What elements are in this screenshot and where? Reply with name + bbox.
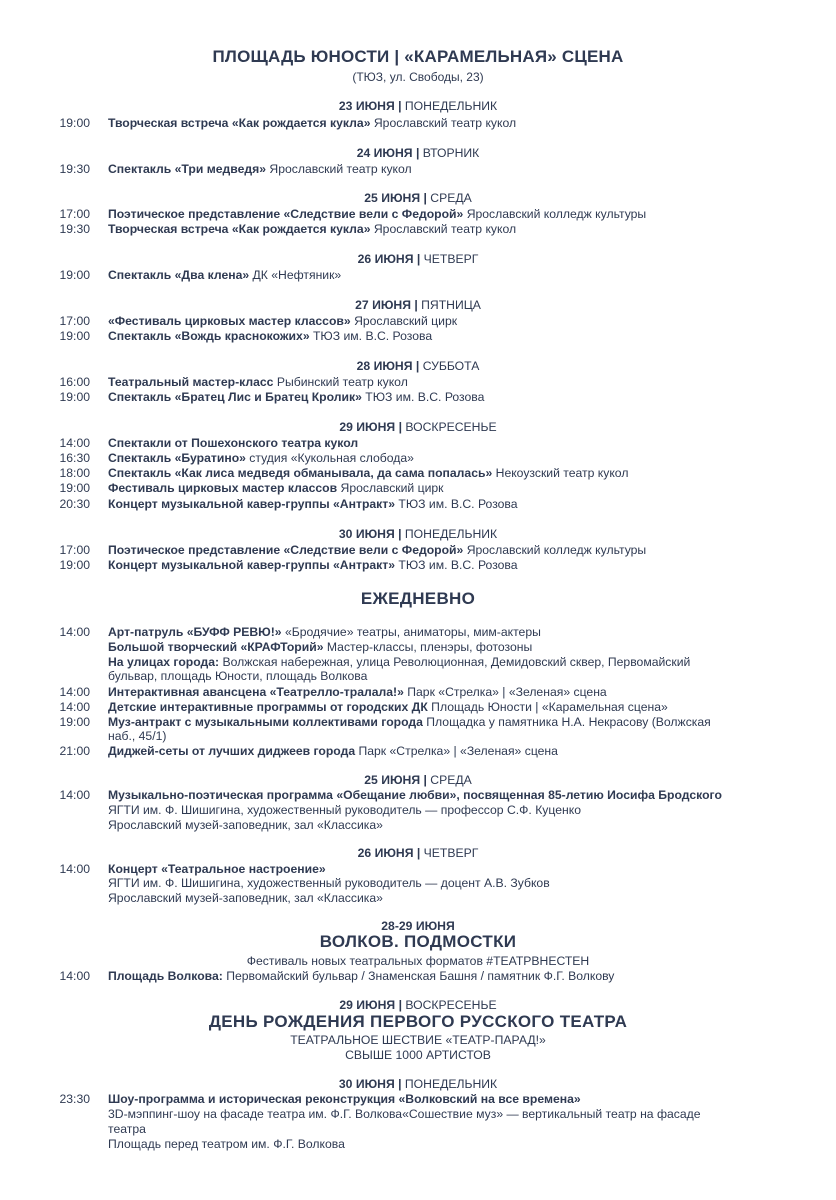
event-title: Творческая встреча «Как рождается кукла» (108, 116, 371, 130)
event-place: Площадь перед театром им. Ф.Г. Волкова (108, 1137, 345, 1151)
day-heading: 25 ИЮНЯ | СРЕДА (364, 773, 472, 787)
event-venue: Ярославский колледж культуры (463, 207, 647, 221)
event-venue: Ярославский театр кукол (370, 222, 517, 236)
event-venue: Мастер-классы, пленэры, фотозоны (323, 640, 533, 654)
event-time: 23:30 (59, 1092, 90, 1106)
event-time: 19:00 (59, 558, 90, 572)
day-heading: 23 ИЮНЯ | ПОНЕДЕЛЬНИК (338, 99, 498, 113)
day-heading: 29 ИЮНЯ | ВОСКРЕСЕНЬЕ (339, 420, 497, 434)
daily-heading: ЕЖЕДНЕВНО (360, 589, 476, 608)
event-venue: ДК «Нефтяник» (249, 268, 342, 282)
event-title: «Фестиваль цирковых мастер классов» (108, 314, 351, 328)
event-title: Большой творческий «КРАФТорий» (108, 640, 324, 654)
event-venue: Ярославский театр кукол (370, 116, 517, 130)
event-venue: Площадь Юности | «Карамельная сцена» (427, 700, 668, 714)
event-time: 17:00 (59, 543, 90, 557)
event-time: 19:00 (59, 329, 90, 343)
day-heading: 27 ИЮНЯ | ПЯТНИЦА (355, 298, 481, 312)
event-title: Спектакль «Три медведя» (108, 162, 267, 176)
event-venue: Ярославский цирк (337, 481, 444, 495)
event-time: 19:00 (59, 268, 90, 282)
event-title: Спектакль «Братец Лис и Братец Кролик» (108, 390, 362, 404)
event-venue: Площадка у памятника Н.А. Некрасову (Волжская (422, 715, 711, 729)
event-venue: Парк «Стрелка» | «Зеленая» сцена (355, 744, 558, 758)
event-detail: 3D-мэппинг-шоу на фасаде театра им. Ф.Г. Волкова«Сошествие муз» — вертикальный театр на фасаде (108, 1107, 701, 1121)
event-venue: Ярославский цирк (350, 314, 458, 328)
day-heading: 30 ИЮНЯ | ПОНЕДЕЛЬНИК (338, 527, 498, 541)
event-title: Поэтическое представление «Следствие вели с Федорой» (108, 207, 464, 221)
event-title: Спектакль «Буратино» (108, 451, 246, 465)
day-heading: 26 ИЮНЯ | ЧЕТВЕРГ (357, 252, 479, 266)
event-title: Арт-патруль «БУФФ РЕВЮ!» (108, 625, 282, 639)
event-detail: ЯГТИ им. Ф. Шишигина, художественный руководитель — профессор С.Ф. Куценко (108, 803, 581, 817)
day-heading: 25 ИЮНЯ | СРЕДА (364, 191, 472, 205)
event-place: Ярославский музей-заповедник, зал «Классика» (108, 891, 383, 905)
event-venue: «Бродячие» театры, аниматоры, мим-актеры (281, 625, 541, 639)
event-time: 21:00 (59, 744, 90, 758)
day-heading: 30 ИЮНЯ | ПОНЕДЕЛЬНИК (338, 1077, 498, 1091)
event-time: 16:00 (59, 375, 90, 389)
day-heading: 29 ИЮНЯ | ВОСКРЕСЕНЬЕ (339, 998, 497, 1012)
event-time: 14:00 (59, 625, 90, 639)
event-title: Концерт музыкальной кавер-группы «Антракт» (108, 497, 396, 511)
event-time: 14:00 (59, 969, 90, 983)
event-title: Интерактивная авансцена «Театрелло-тралала!» (108, 685, 404, 699)
event-time: 14:00 (59, 788, 90, 802)
event-title: Музыкально-поэтическая программа «Обещание любви», посвященная 85-летию Иосифа Бродского (108, 788, 722, 802)
event-venue: Ярославский театр кукол (266, 162, 412, 176)
event-time: 14:00 (59, 862, 90, 876)
event-venue: Рыбинский театр кукол (273, 375, 408, 389)
event-venue: Некоузский театр кукол (492, 466, 629, 480)
event-detail: ЯГТИ им. Ф. Шишигина, художественный руководитель — доцент А.В. Зубков (108, 876, 550, 890)
event-time: 18:00 (59, 466, 90, 480)
day-heading: 26 ИЮНЯ | ЧЕТВЕРГ (357, 846, 479, 860)
festival-subtitle: Фестиваль новых театральных форматов #ТЕАТРВНЕСТЕН (246, 954, 590, 968)
event-venue: Первомайский бульвар / Знаменская Башня / памятник Ф.Г. Волкову (222, 969, 615, 983)
event-time: 17:00 (59, 207, 90, 221)
event-title: Творческая встреча «Как рождается кукла» (108, 222, 371, 236)
day-heading: 28 ИЮНЯ | СУББОТА (356, 359, 480, 373)
event-title: Площадь Волкова: (108, 969, 223, 983)
event-title: Детские интерактивные программы от городских ДК (108, 700, 428, 714)
event-detail: театра (108, 1122, 146, 1136)
event-time: 14:00 (59, 700, 90, 714)
section-title: ПЛОЩАДЬ ЮНОСТИ | «КАРАМЕЛЬНАЯ» СЦЕНА (212, 47, 624, 66)
event-title: Спектакль «Два клена» (108, 268, 250, 282)
event-title: Шоу-программа и историческая реконструкция «Волковский на все времена» (108, 1092, 581, 1106)
event-time: 17:00 (59, 314, 90, 328)
event-title: Фестиваль цирковых мастер классов (108, 481, 338, 495)
event-title: Спектакль «Вождь краснокожих» (108, 329, 310, 343)
event-time: 14:00 (59, 436, 90, 450)
day-heading: 28-29 ИЮНЯ (381, 919, 455, 933)
event-venue: Ярославский колледж культуры (463, 543, 647, 557)
event-venue: ТЮЗ им. В.С. Розова (395, 558, 518, 572)
event-venue: Волжская набережная, улица Революционная, Демидовский сквер, Первомайский (219, 655, 691, 669)
event-time: 20:30 (59, 497, 90, 511)
birthday-title: ДЕНЬ РОЖДЕНИЯ ПЕРВОГО РУССКОГО ТЕАТРА (208, 1012, 628, 1031)
event-title: На улицах города: (108, 655, 220, 669)
event-title: Поэтическое представление «Следствие вели с Федорой» (108, 543, 464, 557)
section-subtitle: (ТЮЗ, ул. Свободы, 23) (352, 70, 484, 84)
event-title: Спектакль «Как лиса медведя обманывала, да сама попалась» (108, 466, 493, 480)
event-title: Театральный мастер-класс (108, 375, 274, 389)
event-venue: наб., 45/1) (108, 729, 167, 743)
event-venue: ТЮЗ им. В.С. Розова (309, 329, 433, 343)
event-time: 19:00 (59, 390, 90, 404)
event-title: Концерт музыкальной кавер-группы «Антракт» (108, 558, 396, 572)
event-venue: ТЮЗ им. В.С. Розова (395, 497, 518, 511)
event-venue: Парк «Стрелка» | «Зеленая» сцена (403, 685, 607, 699)
event-venue: студия «Кукольная слобода» (245, 451, 414, 465)
event-title: Спектакли от Пошехонского театра кукол (108, 436, 359, 450)
event-time: 19:00 (59, 715, 90, 729)
event-time: 19:00 (59, 481, 90, 495)
event-title: Муз-антракт с музыкальными коллективами города (108, 715, 423, 729)
event-time: 19:30 (59, 162, 90, 176)
event-place: Ярославский музей-заповедник, зал «Классика» (108, 818, 383, 832)
day-heading: 24 ИЮНЯ | ВТОРНИК (356, 146, 480, 160)
event-title: Диджей-сеты от лучших диджеев города (108, 744, 356, 758)
event-venue: бульвар, площадь Юности, площадь Волкова (108, 669, 368, 683)
event-title: Концерт «Театральное настроение» (108, 862, 326, 876)
birthday-subtitle: СВЫШЕ 1000 АРТИСТОВ (345, 1048, 491, 1062)
event-venue: ТЮЗ им. В.С. Розова (361, 390, 485, 404)
event-time: 16:30 (59, 451, 90, 465)
birthday-subtitle: ТЕАТРАЛЬНОЕ ШЕСТВИЕ «ТЕАТР-ПАРАД!» (290, 1033, 546, 1047)
event-time: 19:30 (59, 222, 90, 236)
event-time: 19:00 (59, 116, 90, 130)
festival-title: ВОЛКОВ. ПОДМОСТКИ (319, 932, 517, 951)
event-time: 14:00 (59, 685, 90, 699)
